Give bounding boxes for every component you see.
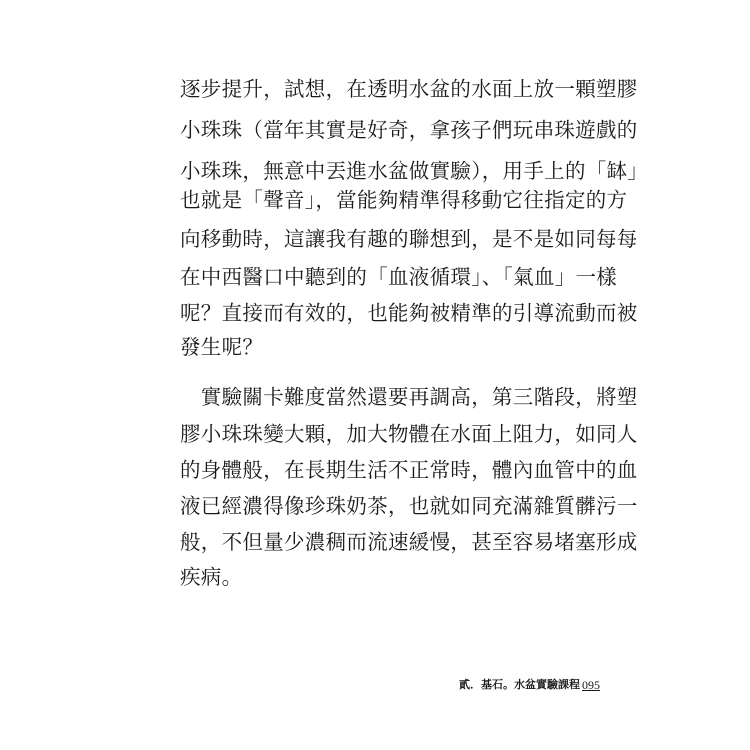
- body-text-line-4: 也就是「聲音」，當能夠精準得移動它往指定的方: [180, 188, 628, 212]
- body-text-line-10: 膠小珠珠變大顆，加大物體在水面上阻力，如同人: [180, 422, 638, 446]
- body-text-line-14: 疾病。: [180, 565, 243, 589]
- body-text-line-9: 實驗關卡難度當然還要再調高，第三階段，將塑: [180, 385, 638, 409]
- body-text-line-5: 向移動時，這讓我有趣的聯想到，是不是如同每每: [180, 227, 638, 251]
- page-number: 095: [582, 678, 600, 692]
- body-text-line-8: 發生呢？: [180, 335, 264, 359]
- body-text-line-7: 呢？直接而有效的，也能夠被精準的引導流動而被: [180, 301, 638, 325]
- body-text-line-1: 逐步提升，試想，在透明水盆的水面上放一顆塑膠: [180, 77, 638, 101]
- body-text-line-2: 小珠珠（當年其實是好奇，拿孩子們玩串珠遊戲的: [180, 118, 638, 142]
- body-text-line-6: 在中西醫口中聽到的「血液循環」、「氣血」一樣: [180, 265, 618, 289]
- body-text-line-13: 般，不但量少濃稠而流速緩慢，甚至容易堵塞形成: [180, 530, 638, 554]
- running-title: 貳．基石。水盆實驗課程: [459, 678, 580, 691]
- running-footer: [430, 676, 600, 694]
- body-text-line-11: 的身體般，在長期生活不正常時，體內血管中的血: [180, 458, 638, 482]
- body-text-line-12: 液已經濃得像珍珠奶茶，也就如同充滿雜質髒污一: [180, 494, 638, 518]
- body-text-line-3: 小珠珠，無意中丟進水盆做實驗），用手上的「缽」: [180, 159, 649, 183]
